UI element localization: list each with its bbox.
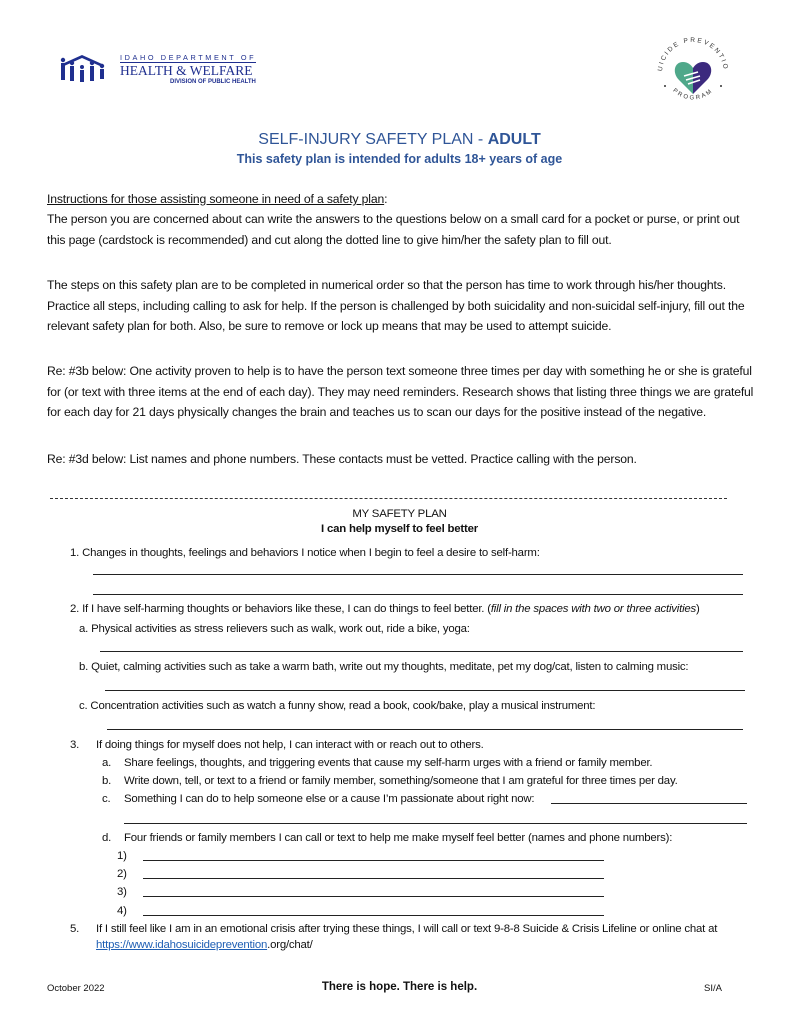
question-3: If doing things for myself does not help, I can interact with or reach out to others. <box>96 739 484 751</box>
question-3a: Share feelings, thoughts, and triggering events that cause my self-harm urges with a friend or family member. <box>124 757 653 769</box>
question-3d: Four friends or family members I can call or text to help me make myself feel better (names and phone numbers): <box>124 832 673 844</box>
instructions-p2: The steps on this safety plan are to be completed in numerical order so that the person has time to work through his/her thoughts. Practice all steps, including calling to ask for help. If the person is challenged by both suicidality and non-suicidal self-injury, fill out the relevant safety plan for both. Also, be sure to remove or lock up means that may be used to attempt suicide. <box>47 278 745 333</box>
question-5: If I still feel like I am in an emotional crisis after trying these things, I will call or text 9-8-8 Suicide & Crisis Lifeline or online chat at <box>96 923 718 935</box>
family-house-icon <box>58 54 108 84</box>
heart-handshake-icon <box>675 62 711 94</box>
instructions-p1: The person you are concerned about can write the answers to the questions below on a small card for a pocket or purse, or print out this page (cardstock is recommended) and cut along the dotted line to give him/her the safety plan to fill out. <box>47 212 740 247</box>
logo-line2: HEALTH & WELFARE <box>120 63 253 78</box>
footer-tagline: There is hope. There is help. <box>321 981 478 993</box>
logo-line1: IDAHO DEPARTMENT OF <box>120 53 257 62</box>
contact-line-3[interactable] <box>143 896 604 897</box>
chat-link[interactable]: https://www.idahosuicideprevention <box>96 939 268 951</box>
contact-label-1: 1) <box>117 850 127 862</box>
question-2b: b. Quiet, calming activities such as take a warm bath, write out my thoughts, meditate, pet my dog/cat, listen to calming music: <box>79 661 689 673</box>
answer-line-2a[interactable] <box>100 651 743 652</box>
answer-line-3c-inline[interactable] <box>551 803 747 804</box>
question-3a-letter: a. <box>102 757 112 769</box>
answer-line-2c[interactable] <box>107 729 743 730</box>
question-3-number: 3. <box>70 739 80 751</box>
answer-line-2b[interactable] <box>105 690 745 691</box>
idaho-dhw-logo <box>58 52 258 88</box>
question-2a: a. Physical activities as stress relievers such as walk, work out, ride a bike, yoga: <box>79 623 470 635</box>
plan-heading: MY SAFETY PLAN <box>352 508 447 520</box>
question-3d-letter: d. <box>102 832 112 844</box>
page-title: SELF-INJURY SAFETY PLAN - ADULT <box>258 131 541 148</box>
contact-line-1[interactable] <box>143 860 604 861</box>
contact-label-2: 2) <box>117 868 127 880</box>
question-5-link-line: https://www.idahosuicideprevention.org/chat/ <box>96 939 313 951</box>
cut-line <box>50 498 727 499</box>
suicide-prevention-program-logo <box>648 28 738 118</box>
logo-line3: DIVISION OF PUBLIC HEALTH <box>170 79 256 85</box>
footer-code: SI/A <box>704 983 722 994</box>
instructions-heading: Instructions for those assisting someone in need of a safety plan: <box>47 192 388 206</box>
contact-label-3: 3) <box>117 886 127 898</box>
question-2c: c. Concentration activities such as watch a funny show, read a book, cook/bake, play a musical instrument: <box>79 700 596 712</box>
contact-label-4: 4) <box>117 905 127 917</box>
question-3c: Something I can do to help someone else or a cause I’m passionate about right now: <box>124 793 535 805</box>
answer-line-3c[interactable] <box>124 823 747 824</box>
question-3b: Write down, tell, or text to a friend or family member, something/someone that I am grateful for three times per day. <box>124 775 678 787</box>
question-3b-letter: b. <box>102 775 112 787</box>
instructions-p3: Re: #3b below: One activity proven to help is to have the person text someone three times per day with something he or she is grateful for (or text with three items at the end of each day). They may need reminders. Research shows that listing three things we are grateful for each day for 21 days physically changes the brain and teaches us to scan our days for the positive instead of the negative. <box>47 364 754 419</box>
contact-line-4[interactable] <box>143 915 604 916</box>
question-5-number: 5. <box>70 923 80 935</box>
title-bold: ADULT <box>487 131 541 148</box>
logo-top-text: UICIDE PREVENTIO <box>656 36 730 72</box>
contact-line-2[interactable] <box>143 878 604 879</box>
logo-bottom-text: PROGRAM <box>671 87 715 102</box>
answer-line-1a[interactable] <box>93 574 743 575</box>
footer-date: October 2022 <box>47 983 105 994</box>
instructions-p4: Re: #3d below: List names and phone numbers. These contacts must be vetted. Practice calling with the person. <box>47 452 637 466</box>
question-3c-letter: c. <box>102 793 111 805</box>
answer-line-1b[interactable] <box>93 594 743 595</box>
question-2: 2. If I have self-harming thoughts or behaviors like these, I can do things to feel better. (fill in the spaces with two or three activities) <box>70 603 700 615</box>
question-1: 1. Changes in thoughts, feelings and behaviors I notice when I begin to feel a desire to self-harm: <box>70 547 540 559</box>
plan-subheading: I can help myself to feel better <box>321 523 478 535</box>
page-subtitle: This safety plan is intended for adults 18+ years of age <box>236 152 563 166</box>
